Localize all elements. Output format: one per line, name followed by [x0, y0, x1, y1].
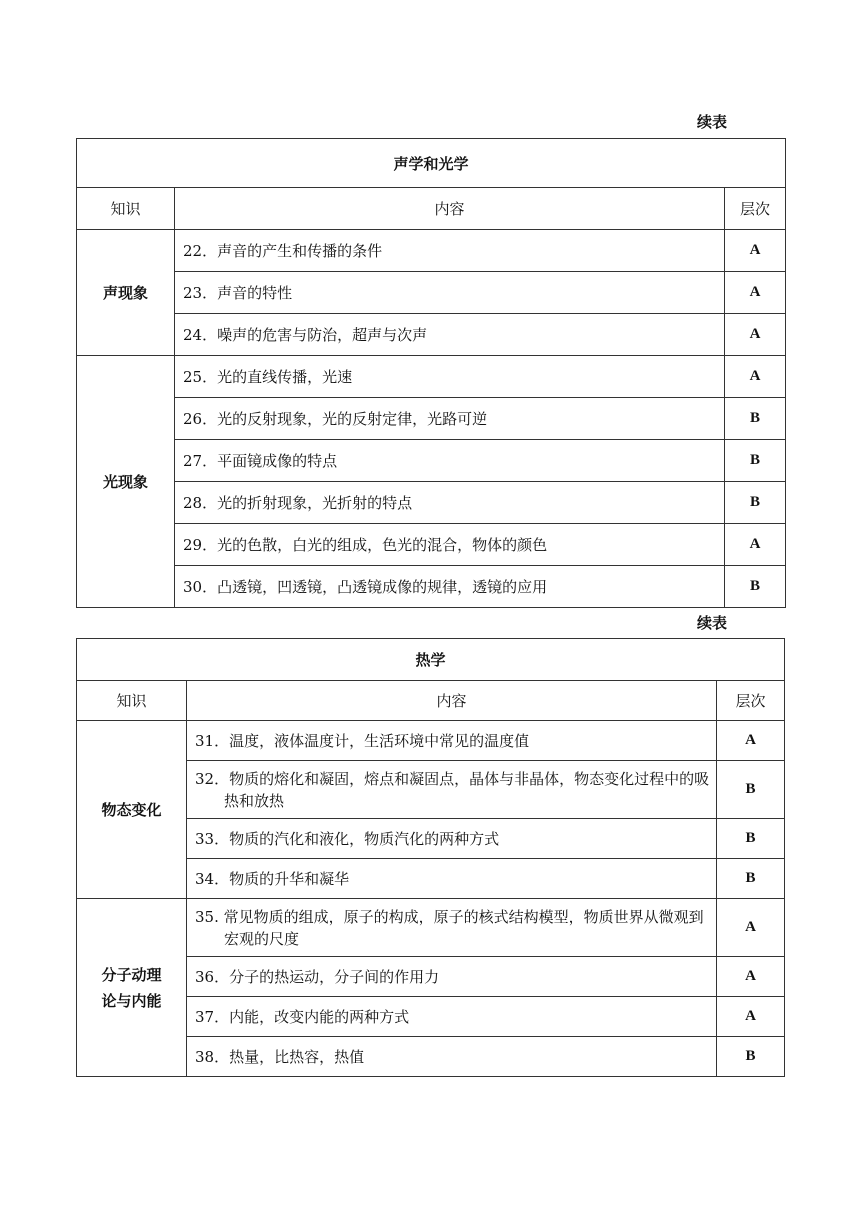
header-knowledge: 知识	[77, 681, 187, 721]
level-cell: A	[725, 356, 786, 398]
header-level: 层次	[725, 188, 786, 230]
continued-label: 续表	[697, 614, 728, 632]
content-item	[187, 957, 717, 997]
level-cell: A	[725, 524, 786, 566]
level-cell: A	[717, 899, 785, 957]
content-item: 22．声音的产生和传播的条件	[175, 230, 725, 272]
category-cell: 光现象	[77, 356, 175, 608]
content-item	[187, 859, 717, 899]
level-cell: B	[725, 482, 786, 524]
header-knowledge: 知识	[77, 188, 175, 230]
header-content: 内容	[187, 681, 717, 721]
level-cell: B	[725, 398, 786, 440]
content-text: 36．分子的热运动，分子间的作用力	[195, 967, 440, 986]
content-text: 35. 常见物质的组成，原子的构成，原子的核式结构模型，物质世界从微观到宏观的尺度	[195, 907, 704, 948]
content-item: 26．光的反射现象，光的反射定律，光路可逆	[175, 398, 725, 440]
content-text: 34．物质的升华和凝华	[195, 869, 350, 888]
content-text: 32．物质的熔化和凝固，熔点和凝固点，晶体与非晶体，物态变化过程中的吸热和放热	[195, 769, 710, 810]
content-item	[187, 1037, 717, 1077]
content-item	[187, 997, 717, 1037]
header-content: 内容	[175, 188, 725, 230]
table-title: 声学和光学	[77, 139, 786, 188]
level-cell: A	[717, 957, 785, 997]
content-item	[187, 819, 717, 859]
content-text: 37．内能，改变内能的两种方式	[195, 1007, 410, 1026]
category-cell: 声现象	[77, 230, 175, 356]
content-text: 31．温度，液体温度计，生活环境中常见的温度值	[195, 731, 530, 750]
table-title: 热学	[77, 639, 785, 681]
content-text: 38．热量，比热容，热值	[195, 1047, 365, 1066]
content-item: 30．凸透镜，凹透镜，凸透镜成像的规律，透镜的应用	[175, 566, 725, 608]
content-item: 24．噪声的危害与防治，超声与次声	[175, 314, 725, 356]
level-cell: B	[717, 761, 785, 819]
category-line: 物态变化	[101, 800, 162, 819]
level-cell: A	[717, 997, 785, 1037]
thermal-table	[76, 638, 785, 1077]
level-cell: A	[717, 721, 785, 761]
content-item	[187, 899, 717, 957]
category-cell	[77, 899, 187, 1077]
level-cell: B	[717, 1037, 785, 1077]
level-cell: B	[717, 819, 785, 859]
header-level: 层次	[717, 681, 785, 721]
category-line: 分子动理	[101, 965, 162, 984]
level-cell: B	[725, 566, 786, 608]
content-item: 25．光的直线传播，光速	[175, 356, 725, 398]
acoustics-optics-table	[76, 138, 786, 608]
level-cell: A	[725, 272, 786, 314]
content-item: 27．平面镜成像的特点	[175, 440, 725, 482]
content-item	[187, 761, 717, 819]
level-cell: A	[725, 314, 786, 356]
level-cell: A	[725, 230, 786, 272]
category-cell	[77, 721, 187, 899]
continued-label: 续表	[697, 113, 728, 131]
content-item: 28．光的折射现象，光折射的特点	[175, 482, 725, 524]
content-text: 33．物质的汽化和液化，物质汽化的两种方式	[195, 829, 500, 848]
content-item: 29．光的色散，白光的组成，色光的混合，物体的颜色	[175, 524, 725, 566]
level-cell: B	[725, 440, 786, 482]
content-item	[187, 721, 717, 761]
category-line: 论与内能	[101, 991, 162, 1010]
content-item: 23．声音的特性	[175, 272, 725, 314]
level-cell: B	[717, 859, 785, 899]
